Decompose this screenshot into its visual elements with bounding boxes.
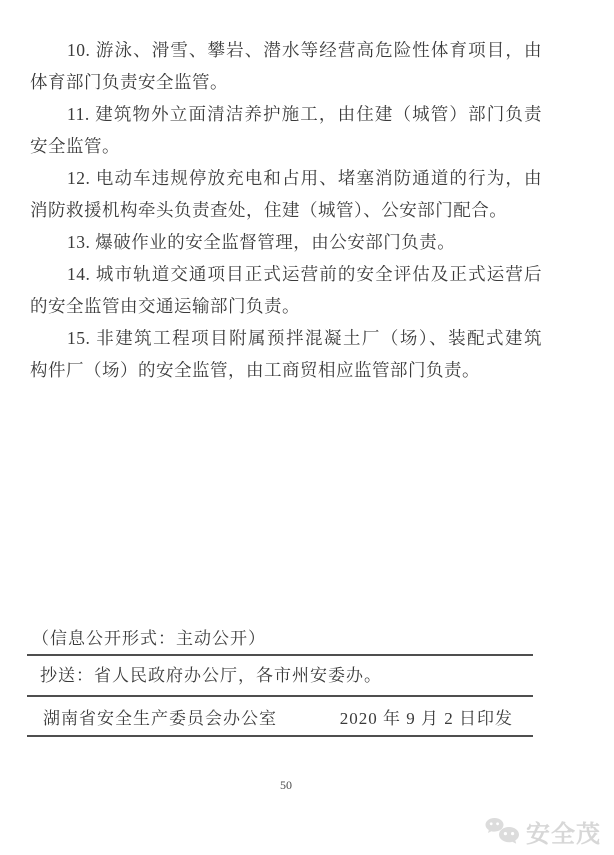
- body-paragraph: [30, 34, 542, 98]
- body-paragraph: [30, 322, 542, 386]
- body-paragraph: [30, 98, 542, 162]
- body-line: 10. 游泳、滑雪、攀岩、潜水等经营高危险性体育项目，由: [67, 40, 542, 60]
- disclosure-note: （信息公开形式：主动公开）: [32, 629, 266, 648]
- watermark: [484, 814, 601, 849]
- body-line: 13. 爆破作业的安全监督管理，由公安部门负责。: [67, 232, 456, 252]
- body-paragraph: [30, 162, 542, 226]
- body-line: 构件厂（场）的安全监管，由工商贸相应监管部门负责。: [30, 360, 480, 380]
- issue-row: [27, 697, 533, 735]
- body-line: 体育部门负责安全监管。: [30, 72, 228, 92]
- body-line: 15. 非建筑工程项目附属预拌混凝土厂（场）、装配式建筑: [67, 328, 542, 348]
- document-body: [30, 34, 542, 386]
- divider: [27, 735, 533, 737]
- body-line: 安全监管。: [30, 136, 120, 156]
- body-line: 14. 城市轨道交通项目正式运营前的安全评估及正式运营后: [67, 264, 542, 284]
- issuer-name: 湖南省安全生产委员会办公室: [43, 708, 277, 728]
- body-paragraph: [30, 258, 542, 322]
- cc-line: 抄送：省人民政府办公厅，各市州安委办。: [40, 666, 382, 685]
- body-line: 消防救援机构牵头负责查处，住建（城管）、公安部门配合。: [30, 200, 508, 220]
- wechat-chat-bubbles-icon: [484, 816, 522, 848]
- body-line: 的安全监管由交通运输部门负责。: [30, 296, 300, 316]
- body-paragraph: [30, 226, 542, 258]
- page-number: 50: [280, 778, 292, 792]
- body-line: 11. 建筑物外立面清洁养护施工，由住建（城管）部门负责: [67, 104, 542, 124]
- body-line: 12. 电动车违规停放充电和占用、堵塞消防通道的行为，由: [67, 168, 542, 188]
- watermark-label: 安全茂: [526, 821, 601, 848]
- document-footer: [27, 627, 533, 737]
- print-date: 2020 年 9 月 2 日印发: [339, 708, 513, 728]
